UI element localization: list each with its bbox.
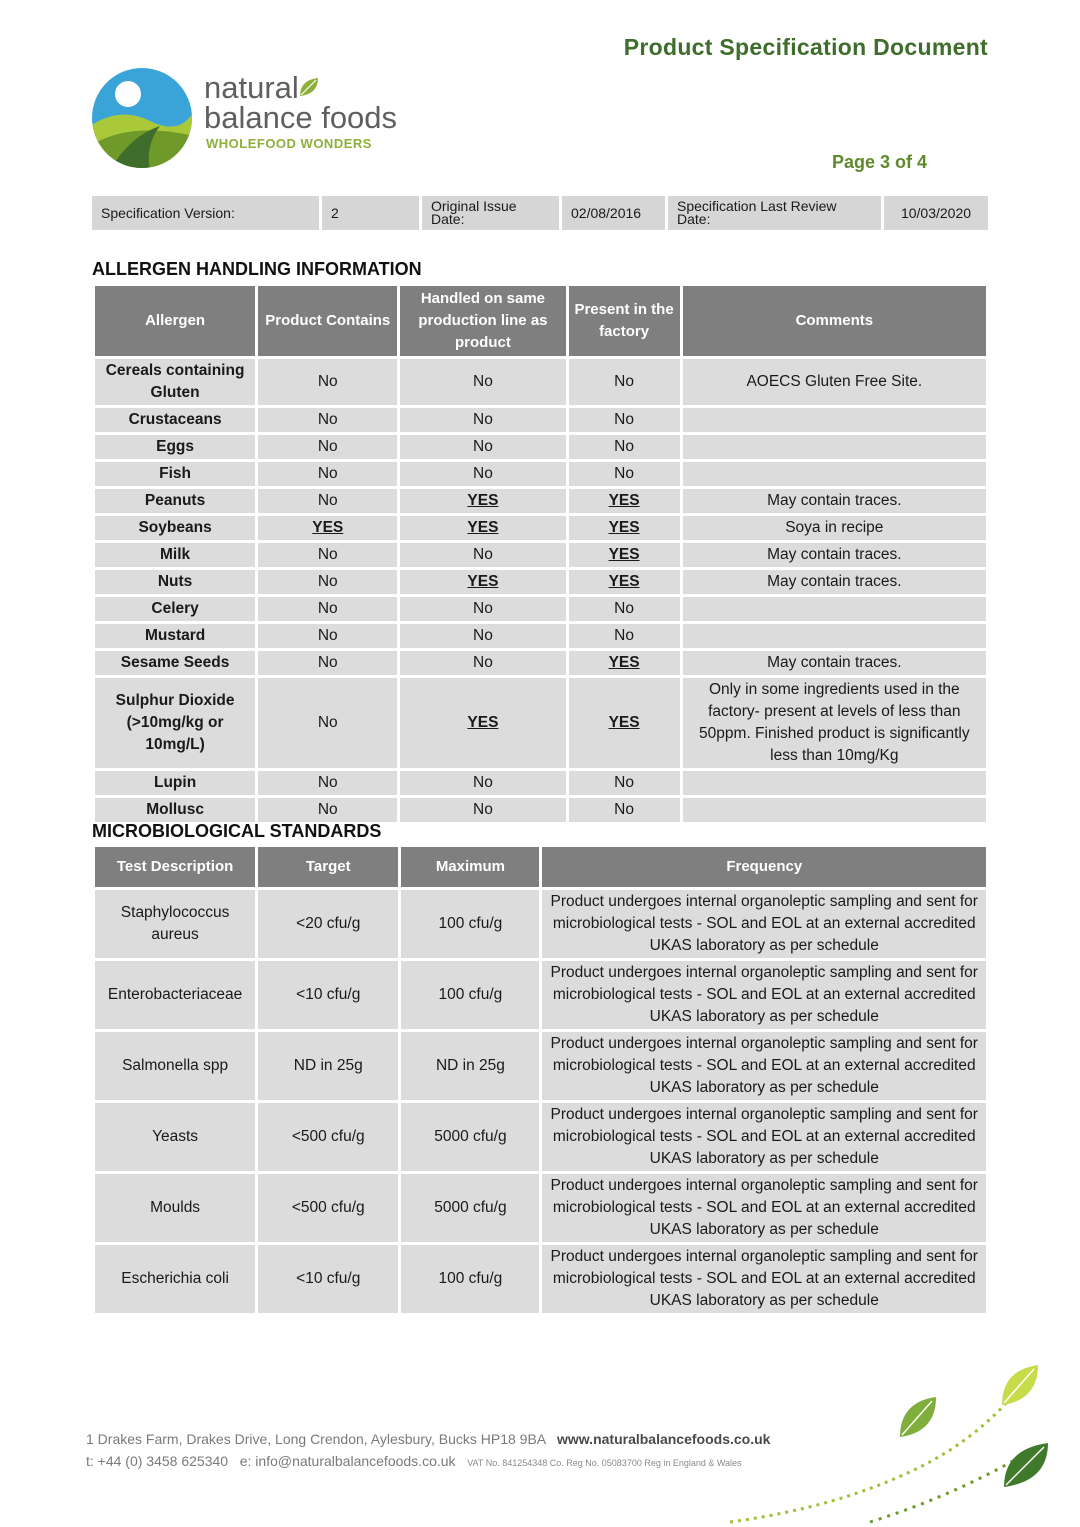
product-contains-cell: No (258, 435, 397, 459)
footer-address: 1 Drakes Farm, Drakes Drive, Long Crendon, Aylesbury, Bucks HP18 9BA (86, 1431, 546, 1447)
footer-line2 (86, 1453, 742, 1469)
same-line-cell: No (400, 435, 565, 459)
factory-cell: YES (569, 489, 680, 513)
footer-website-link[interactable]: www.naturalbalancefoods.co.uk (557, 1431, 771, 1447)
same-line-cell: No (400, 597, 565, 621)
same-line-cell: No (400, 408, 565, 432)
frequency-cell: Product undergoes internal organoleptic sampling and sent for microbiological tests - SOL and EOL at an external accredited UKAS laboratory as per schedule (542, 1174, 986, 1242)
factory-cell: No (569, 359, 680, 405)
maximum-cell: ND in 25g (401, 1032, 539, 1100)
micro-header-row (95, 847, 986, 887)
product-contains-cell: No (258, 359, 397, 405)
target-cell: <500 cfu/g (258, 1103, 398, 1171)
maximum-cell: 5000 cfu/g (401, 1174, 539, 1242)
target-cell: <500 cfu/g (258, 1174, 398, 1242)
factory-cell: No (569, 798, 680, 822)
factory-cell: YES (569, 543, 680, 567)
original-issue-value: 02/08/2016 (562, 196, 665, 230)
factory-cell: No (569, 408, 680, 432)
same-line-cell: YES (400, 489, 565, 513)
company-logo (90, 66, 410, 176)
product-contains-cell: No (258, 624, 397, 648)
allergen-name-cell: Cereals containing Gluten (95, 359, 255, 405)
col-header-maximum: Maximum (401, 847, 539, 887)
micro-row (95, 1245, 986, 1313)
allergen-name-cell: Sesame Seeds (95, 651, 255, 675)
allergen-section-title: ALLERGEN HANDLING INFORMATION (92, 259, 422, 279)
leaf-icon (298, 76, 320, 98)
comment-cell: May contain traces. (683, 651, 986, 675)
maximum-cell: 100 cfu/g (401, 890, 539, 958)
product-contains-cell: No (258, 771, 397, 795)
frequency-cell: Product undergoes internal organoleptic sampling and sent for microbiological tests - SOL and EOL at an external accredited UKAS laboratory as per schedule (542, 1245, 986, 1313)
factory-cell: No (569, 462, 680, 486)
decorative-leaves-icon (720, 1357, 1080, 1527)
allergen-row (95, 516, 986, 540)
comment-cell (683, 435, 986, 459)
factory-cell: YES (569, 651, 680, 675)
allergen-name-cell: Fish (95, 462, 255, 486)
same-line-cell: No (400, 651, 565, 675)
maximum-cell: 5000 cfu/g (401, 1103, 539, 1171)
allergen-table-body (95, 359, 986, 822)
product-contains-cell: No (258, 597, 397, 621)
frequency-cell: Product undergoes internal organoleptic sampling and sent for microbiological tests - SOL and EOL at an external accredited UKAS laboratory as per schedule (542, 1032, 986, 1100)
logo-tagline: WHOLEFOOD WONDERS (206, 136, 372, 151)
comment-cell: Soya in recipe (683, 516, 986, 540)
same-line-cell: No (400, 543, 565, 567)
allergen-name-cell: Eggs (95, 435, 255, 459)
factory-cell: No (569, 624, 680, 648)
micro-row (95, 1103, 986, 1171)
allergen-name-cell: Soybeans (95, 516, 255, 540)
target-cell: <10 cfu/g (258, 961, 398, 1029)
product-contains-cell: No (258, 462, 397, 486)
allergen-row (95, 489, 986, 513)
same-line-cell: No (400, 359, 565, 405)
allergen-name-cell: Lupin (95, 771, 255, 795)
document-title: Product Specification Document (623, 34, 988, 60)
comment-cell (683, 798, 986, 822)
allergen-name-cell: Sulphur Dioxide (>10mg/kg or 10mg/L) (95, 678, 255, 768)
product-contains-cell: No (258, 651, 397, 675)
same-line-cell: No (400, 462, 565, 486)
allergen-name-cell: Mollusc (95, 798, 255, 822)
factory-cell: No (569, 435, 680, 459)
frequency-cell: Product undergoes internal organoleptic sampling and sent for microbiological tests - SOL and EOL at an external accredited UKAS laboratory as per schedule (542, 961, 986, 1029)
micro-row (95, 961, 986, 1029)
logo-landscape-icon (90, 66, 194, 170)
maximum-cell: 100 cfu/g (401, 961, 539, 1029)
allergen-row (95, 435, 986, 459)
same-line-cell: No (400, 798, 565, 822)
allergen-name-cell: Peanuts (95, 489, 255, 513)
target-cell: <10 cfu/g (258, 1245, 398, 1313)
factory-cell: YES (569, 516, 680, 540)
test-description-cell: Salmonella spp (95, 1032, 255, 1100)
allergen-row (95, 462, 986, 486)
allergen-name-cell: Crustaceans (95, 408, 255, 432)
same-line-cell: YES (400, 570, 565, 594)
same-line-cell: YES (400, 678, 565, 768)
allergen-row (95, 543, 986, 567)
factory-cell: YES (569, 678, 680, 768)
col-header-factory: Present in the factory (569, 286, 680, 356)
last-review-label: Specification Last Review Date: (668, 196, 881, 230)
col-header-target: Target (258, 847, 398, 887)
product-contains-cell: No (258, 798, 397, 822)
comment-cell (683, 624, 986, 648)
allergen-row (95, 597, 986, 621)
footer-email[interactable]: e: info@naturalbalancefoods.co.uk (239, 1453, 456, 1469)
comment-cell: Only in some ingredients used in the factory- present at levels of less than 50ppm. Finished product is significantly less than 10mg/Kg (683, 678, 986, 768)
footer-line1 (86, 1431, 770, 1447)
footer-registration: VAT No. 841254348 Co. Reg No. 05083700 Reg in England & Wales (467, 1458, 742, 1468)
allergen-row (95, 798, 986, 822)
micro-row (95, 1174, 986, 1242)
micro-row (95, 890, 986, 958)
allergen-row (95, 359, 986, 405)
footer-phone: t: +44 (0) 3458 625340 (86, 1453, 229, 1469)
product-contains-cell: No (258, 543, 397, 567)
allergen-name-cell: Mustard (95, 624, 255, 648)
micro-section-title: MICROBIOLOGICAL STANDARDS (92, 821, 382, 841)
col-header-allergen: Allergen (95, 286, 255, 356)
factory-cell: No (569, 597, 680, 621)
allergen-row (95, 624, 986, 648)
specification-info-bar (92, 196, 988, 230)
test-description-cell: Enterobacteriaceae (95, 961, 255, 1029)
col-header-comments: Comments (683, 286, 986, 356)
same-line-cell: YES (400, 516, 565, 540)
allergen-row (95, 408, 986, 432)
col-header-test: Test Description (95, 847, 255, 887)
test-description-cell: Staphylococcus aureus (95, 890, 255, 958)
allergen-name-cell: Nuts (95, 570, 255, 594)
micro-table-body (95, 890, 986, 1313)
product-contains-cell: YES (258, 516, 397, 540)
comment-cell (683, 462, 986, 486)
target-cell: <20 cfu/g (258, 890, 398, 958)
test-description-cell: Moulds (95, 1174, 255, 1242)
logo-wordmark-line1: natural (204, 70, 299, 105)
logo-wordmark-line2: balance foods (204, 100, 398, 135)
target-cell: ND in 25g (258, 1032, 398, 1100)
micro-row (95, 1032, 986, 1100)
last-review-value: 10/03/2020 (884, 196, 988, 230)
col-header-same-line: Handled on same production line as product (400, 286, 565, 356)
comment-cell (683, 771, 986, 795)
product-contains-cell: No (258, 570, 397, 594)
product-contains-cell: No (258, 678, 397, 768)
frequency-cell: Product undergoes internal organoleptic sampling and sent for microbiological tests - SOL and EOL at an external accredited UKAS laboratory as per schedule (542, 1103, 986, 1171)
original-issue-label: Original Issue Date: (422, 196, 559, 230)
comment-cell (683, 597, 986, 621)
spec-version-label: Specification Version: (92, 196, 319, 230)
maximum-cell: 100 cfu/g (401, 1245, 539, 1313)
comment-cell: May contain traces. (683, 489, 986, 513)
allergen-row (95, 651, 986, 675)
factory-cell: No (569, 771, 680, 795)
same-line-cell: No (400, 771, 565, 795)
allergen-table (92, 283, 989, 825)
same-line-cell: No (400, 624, 565, 648)
spec-version-value: 2 (322, 196, 419, 230)
allergen-row (95, 771, 986, 795)
product-contains-cell: No (258, 408, 397, 432)
product-contains-cell: No (258, 489, 397, 513)
col-header-frequency: Frequency (542, 847, 986, 887)
factory-cell: YES (569, 570, 680, 594)
micro-table (92, 844, 989, 1316)
allergen-name-cell: Celery (95, 597, 255, 621)
frequency-cell: Product undergoes internal organoleptic sampling and sent for microbiological tests - SOL and EOL at an external accredited UKAS laboratory as per schedule (542, 890, 986, 958)
allergen-row (95, 678, 986, 768)
comment-cell: May contain traces. (683, 543, 986, 567)
allergen-name-cell: Milk (95, 543, 255, 567)
allergen-row (95, 570, 986, 594)
comment-cell: May contain traces. (683, 570, 986, 594)
page-number: Page 3 of 4 (832, 152, 928, 172)
comment-cell (683, 408, 986, 432)
test-description-cell: Yeasts (95, 1103, 255, 1171)
comment-cell: AOECS Gluten Free Site. (683, 359, 986, 405)
allergen-header-row (95, 286, 986, 356)
col-header-product-contains: Product Contains (258, 286, 397, 356)
test-description-cell: Escherichia coli (95, 1245, 255, 1313)
